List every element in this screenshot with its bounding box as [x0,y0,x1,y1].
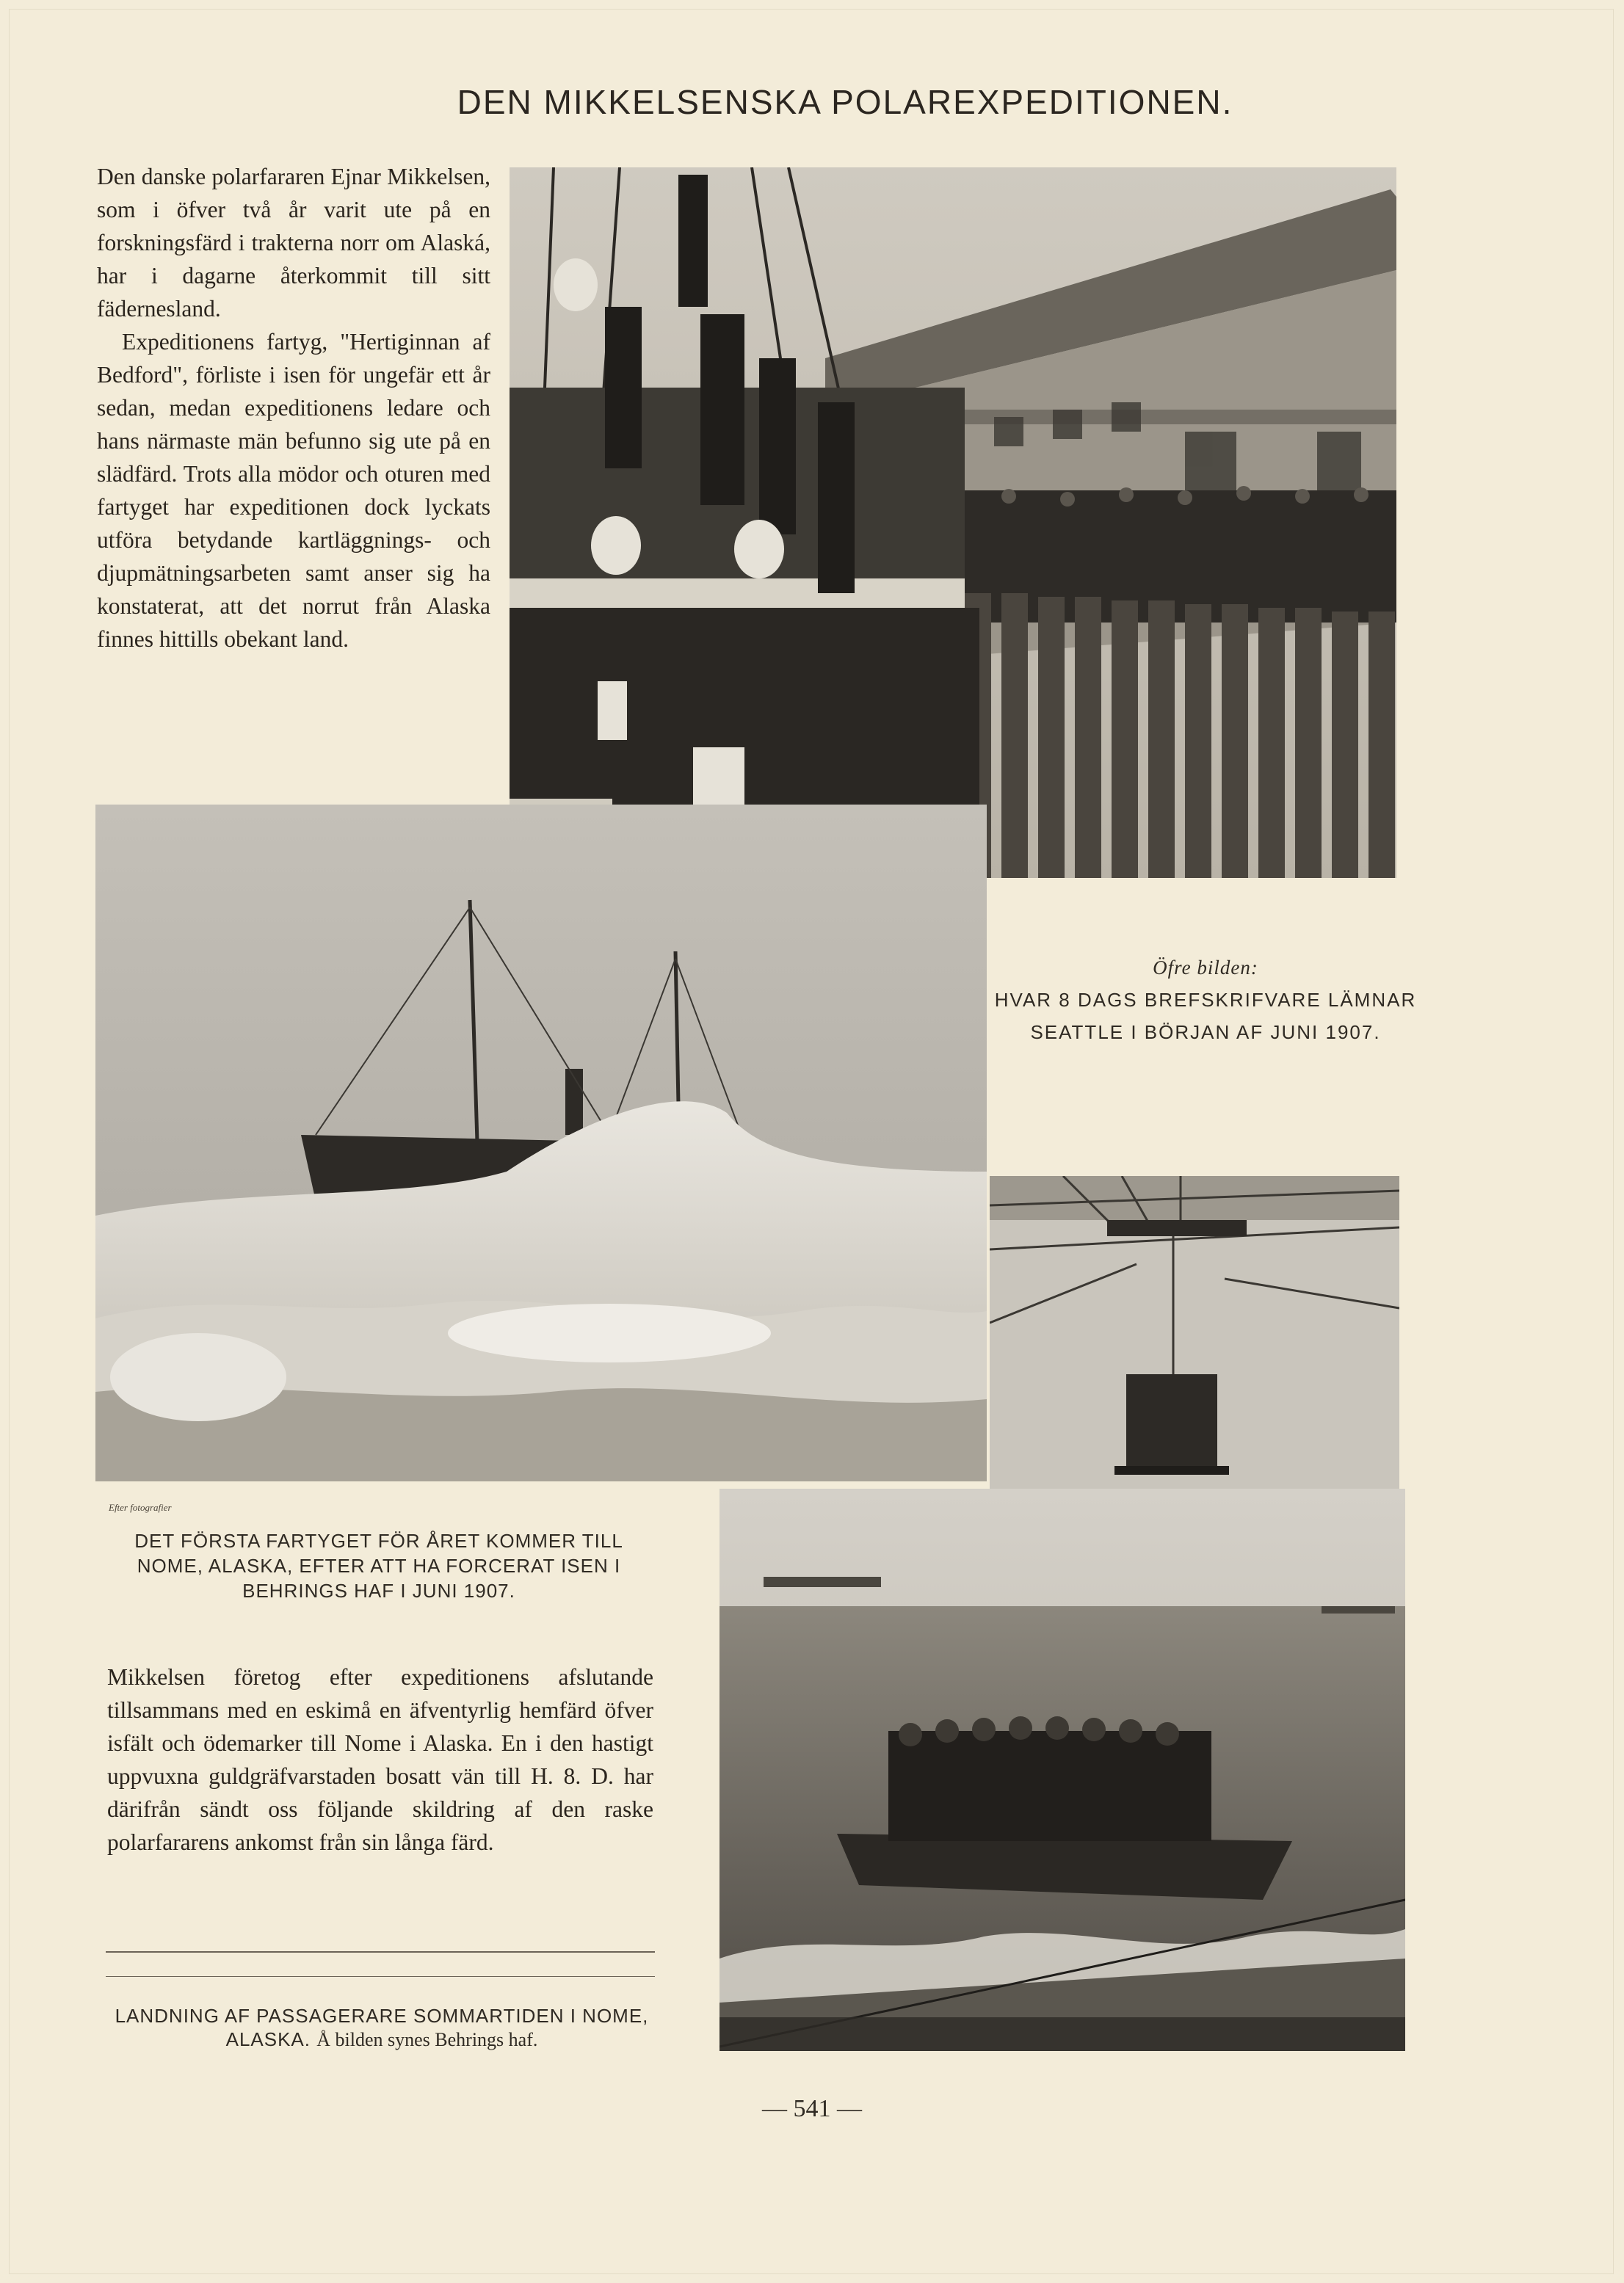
article-title: DEN MIKKELSENSKA POLAREXPEDITIONEN. [457,83,1233,121]
caption-rule-upper [106,1951,655,1953]
caption-rule-lower [106,1976,655,1977]
lower-caption-caps: LANDNING AF PASSAGERARE SOMMARTIDEN I NOME, ALASKA. [115,2005,649,2050]
intro-text [97,160,490,656]
upper-photo-caption [993,951,1418,1048]
body-paragraph: Mikkelsen företog efter expeditionens afslutande tillsammans med en eskimå en äfventyrlig hemfärd öfver isfält och ödemarker till Nome i Alaska. En i den hastigt uppvuxna guldgräfvarstaden bosatt vän till H. 8. D. har därifrån sändt oss följande skildring af den raske polarfararens ankomst från sin långa färd. [107,1664,653,1855]
photo-seattle-departure [510,167,1396,878]
upper-caption-text: HVAR 8 DAGS BREFSKRIFVARE LÄMNAR SEATTLE I BÖRJAN AF JUNI 1907. [994,989,1417,1043]
photo-ship-in-ice [95,805,987,1481]
photo-credit: Efter fotografier [109,1502,172,1513]
upper-caption-label: Öfre bilden: [1153,957,1258,979]
photo-landing-nome [719,1489,1405,2051]
lower-caption-serif: Å bilden synes Behrings haf. [316,2029,538,2050]
photo-cargo-hoist [990,1176,1399,1493]
intro-paragraph-1: Den danske polarfararen Ejnar Mikkelsen, som i öfver två år varit ute på en forskningsfärd i trakterna norr om Alaská, har i dagarne återkommit till sitt fädernesland. [97,164,490,322]
middle-photo-caption: DET FÖRSTA FARTYGET FÖR ÅRET KOMMER TILL NOME, ALASKA, EFTER ATT HA FORCERAT ISEN I BEHRINGS HAF I JUNI 1907. [134,1530,623,1602]
intro-paragraph-2: Expeditionens fartyg, "Hertiginnan af Bedford", förliste i isen för ungefär ett år sedan, medan expeditionens ledare och hans närmaste män befunno sig ute på en slädfärd. Trots alla mödor och oturen med fartyget har expeditionen dock lyckats utföra betydande kartläggnings- och djupmätningsarbeten samt anser sig ha konstaterat, att det norrut från Alaska finnes hittills obekant land. [97,329,490,652]
page-number: — 541 — [762,2095,862,2122]
lower-photo-caption [103,2004,661,2052]
